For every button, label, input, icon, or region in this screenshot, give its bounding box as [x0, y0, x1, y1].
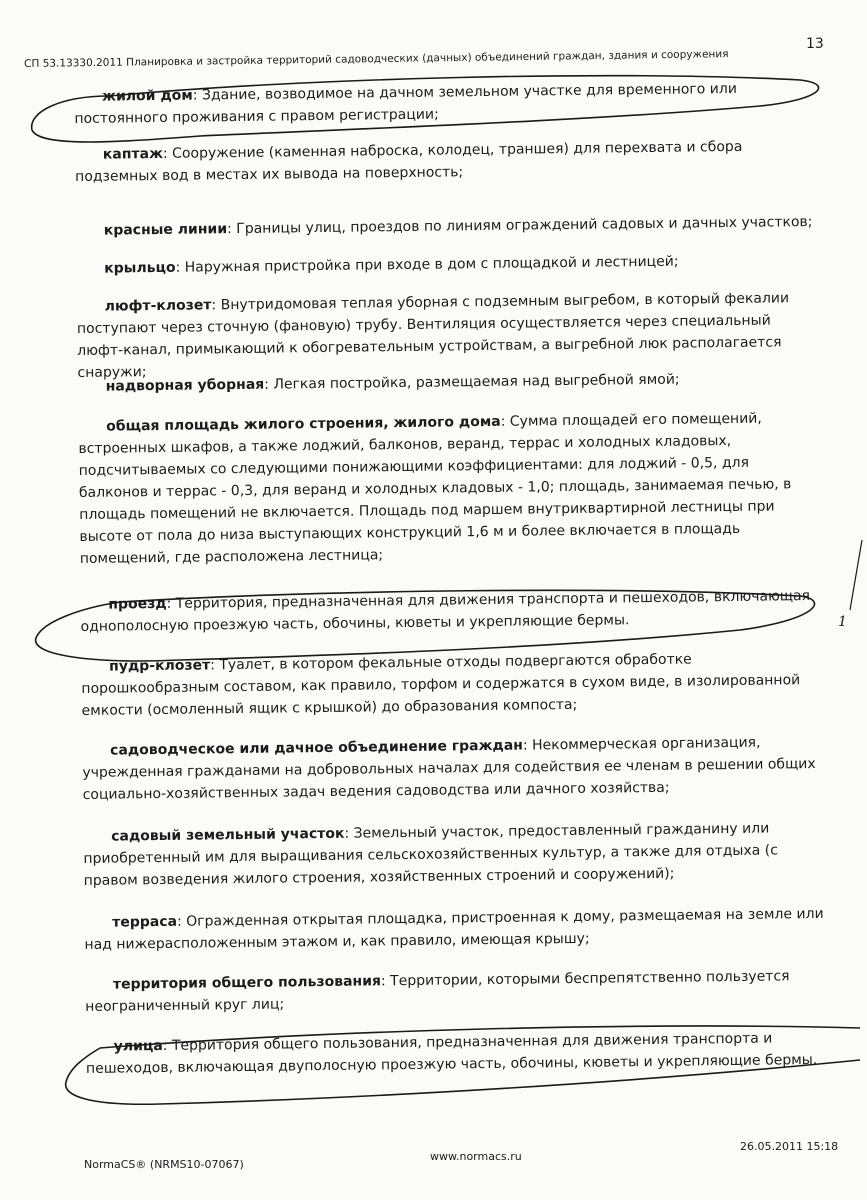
definition-term: красные линии [103, 221, 228, 239]
definition-term: общая площадь жилого строения, жилого дома [106, 413, 501, 435]
definition-text: : Сооружение (каменная наброска, колодец, траншея) для перехвата и сбора подземных вод в местах их вывода на поверхность; [75, 138, 743, 185]
definition-text: : Сумма площадей его помещений, встроенных шкафов, а также лоджий, балконов, веранд, террас и холодных кладовых, подсчитываемых со следующими понижающими коэффициентами: для лоджий - 0,5, для балконов и террас - 0,3, для веранд и холодных кладовых - 1,0; площадь, занимаемая печью, в площадь помещений не включается. Площадь под маршем внутриквартирной лестницы при высоте от пола до низа выступающих конструкций 1,6 м и более включается в площадь помещений, где расположена лестница; [78, 410, 792, 567]
definition-text: : Территории, которыми беспрепятственно пользуется неограниченный круг лиц; [85, 968, 790, 1015]
definition-term: пудр-клозет [108, 657, 211, 675]
footer-timestamp: 26.05.2011 15:18 [740, 1140, 839, 1153]
definition-text: : Внутридомовая теплая уборная с подземным выгребом, в который фекалии поступают через сточную (фановую) трубу. Вентиляция осуществляется через специальный люфт-канал, примыкающий к обогревательным устройствам, а выгребной люк располагается снаружи; [76, 290, 790, 381]
definition-text: : Границы улиц, проездов по линиям ограждений садовых и дачных участков; [226, 213, 813, 238]
handwritten-oval-proezd [36, 590, 815, 661]
definition-text: : Легкая постройка, размещаемая над выгребной ямой; [264, 371, 680, 393]
definition-text: : Территория общего пользования, предназначенная для движения транспорта и пешеходов, включающая двуполосную проезжую часть, обочины, кюветы и укрепляющие бермы. [85, 1030, 818, 1077]
definition-term: территория общего пользования [112, 973, 382, 993]
handwritten-oval-zhiloy-dom [32, 76, 819, 142]
definition-term: садовый земельный участок [111, 825, 345, 845]
document-header: СП 53.13330.2011 Планировка и застройка территорий садоводческих (дачных) объединений граждан, здания и сооружения [24, 48, 729, 70]
definition-text: : Туалет, в котором фекальные отходы подвергаются обработке порошкообразным составом, как правило, торфом и содержатся в сухом виде, в изолированной емкости (осмоленный ящик с крышкой) до образования компоста; [81, 651, 801, 719]
footer-website: www.normacs.ru [430, 1150, 522, 1163]
definition-term: садоводческое или дачное объединение граждан [110, 737, 524, 759]
page-number: 13 [806, 36, 824, 52]
margin-note: 1 [838, 614, 847, 630]
definition-term: надворная уборная [105, 376, 265, 395]
definition-text: : Некоммерческая организация, учрежденная гражданами на добровольных началах для содействия ее членам в решении общих социально-хозяйственных задач ведения садоводства или дачного хозяйства; [82, 734, 816, 803]
definition-text: : Огражденная открытая площадка, пристроенная к дому, размещаемая на земле или над нижерасположенным этажом и, как правило, имеющая крышу; [84, 905, 824, 953]
definition-text: : Здание, возводимое на дачном земельном участке для временного или постоянного проживания с правом регистрации; [74, 80, 737, 127]
definition-term: терраса [112, 913, 178, 931]
margin-stroke [850, 540, 862, 610]
definition-term: люфт-клозет [104, 297, 212, 315]
definition-text: : Наружная пристройка при входе в дом с площадкой и лестницей; [175, 253, 679, 276]
definition-term: крыльцо [104, 259, 176, 277]
definition-term: проезд [108, 595, 167, 613]
definition-term: улица [113, 1037, 163, 1055]
definition-text: : Территория, предназначенная для движения транспорта и пешеходов, включающая однополосную проезжую часть, обочины, кюветы и укрепляющие бермы. [80, 588, 811, 635]
footer-software: NormaCS® (NRMS10-07067) [84, 1158, 244, 1171]
definition-text: : Земельный участок, предоставленный гражданину или приобретенный им для выращивания сельскохозяйственных культур, а также для отдыха (с правом возведения жилого строения, хозяйственных строений и сооружений); [83, 820, 778, 889]
definition-term: жилой дом [102, 87, 193, 105]
handwritten-oval-ulitsa [66, 1026, 860, 1104]
definition-term: каптаж [102, 145, 164, 163]
